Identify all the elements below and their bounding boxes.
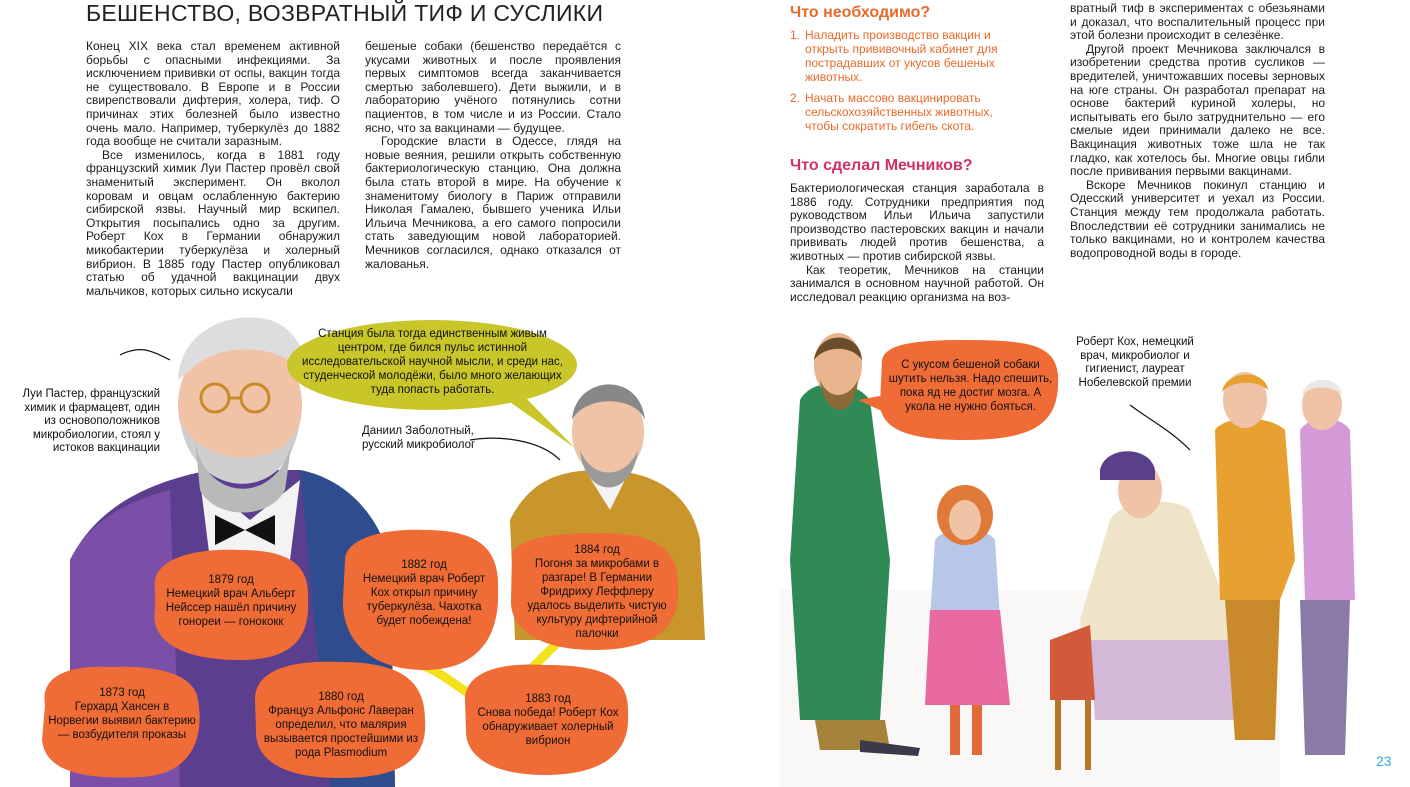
need-list [790, 28, 1020, 140]
timeline-item-1882 [352, 558, 496, 628]
page-title: БЕШЕНСТВО, ВОЗВРАТНЫЙ ТИФ И СУСЛИКИ [86, 0, 604, 26]
timeline-year: 1884 год [574, 544, 620, 556]
timeline-item-1879 [160, 573, 302, 629]
text-column-1 [86, 40, 340, 298]
koch-caption: Роберт Кох, немецкий врач, микробиолог и гигиенист, лауреат Нобелевской премии [1076, 336, 1194, 389]
text-column-2 [365, 40, 621, 271]
timeline-item-1883 [470, 692, 626, 748]
list-text: Начать массово вакцинировать сельскохозяйственных животных, чтобы сократить гибель скота. [805, 91, 993, 133]
paragraph: Городские власти в Одессе, глядя на новые веяния, решили открыть собственную бактериологическую станцию. Она должна была стать второй в мире. На обучение к знаменитому биологу в Париж отправили Николая Гамалею, бывшего ученика Ильи Ильича Мечникова, а его самого попросили стать заведующим новой лабораторией. Мечников согласился, однако отказался от жалованья. [365, 134, 621, 271]
koch-pointer [1130, 405, 1190, 450]
page-number: 23 [1376, 753, 1392, 769]
zabolotny-quote: Станция была тогда единственным живым центром, где бился пульс истинной исследовательской научной мысли, и среди нас, студенческой молодёжи, было много желающих туда попасть работать. [302, 328, 563, 396]
timeline-item-1884 [518, 543, 676, 641]
paragraph: вратный тиф в экспериментах с обезьянами и доказал, что воспалительный процесс при этой болезни происходит в селезёнке. [1070, 1, 1325, 43]
pasteur-pointer [120, 350, 170, 360]
timeline-year: 1873 год [99, 687, 145, 699]
paragraph: Бактериологическая станция заработала в 1886 году. Сотрудники предприятия под руководством Ильи Ильича запустили производство пастеровских вакцин и начали прививать людей против бешенства, а животных — против сибирской язвы. [790, 181, 1044, 263]
list-number: 1. [790, 28, 801, 42]
timeline-text: Герхард Хансен в Норвегии выявил бактерию — возбудителя проказы [48, 701, 196, 741]
mechnikov-scene [780, 333, 1355, 787]
need-heading: Что необходимо? [790, 4, 931, 21]
timeline-text: Француз Альфонс Лаверан определил, что малярия вызывается простейшими из рода Plasmodium [263, 705, 419, 759]
list-item [790, 91, 1020, 133]
timeline-year: 1883 год [525, 693, 571, 705]
paragraph: Все изменилось, когда в 1881 году французский химик Луи Пастер провёл свой знаменитый эксперимент. Он вколол коровам и овцам ослабленную бактерию сибирской язвы. Научный мир вскипел. Открытия посыпались одно за другим. Роберт Кох в Германии обнаружил микобактерии туберкулёза и холерный вибрион. В 1885 году Пастер опубликовал статью об удачной вакцинации двух мальчиков, которых сильно искусали [86, 147, 340, 298]
paragraph: Другой проект Мечникова заключался в изобретении средства против сусликов — вредителей, уничтожавших посевы зерновых на юге страны. Он разработал препарат на основе бактерий куриной холеры, но испытывать его было затруднительно — его смелые идеи принимали далеко не все. Вакцинация животных тоже шла не так гладко, как хотелось бы. Многие овцы гибли после прививания первыми вакцинами. [1070, 41, 1325, 179]
timeline-item-1873 [48, 686, 196, 742]
timeline-text: Немецкий врач Роберт Кох открыл причину туберкулёза. Чахотка будет побеждена! [362, 573, 486, 627]
zabolotny-caption: Даниил Заболотный, русский микробиолог [362, 425, 476, 451]
timeline-text: Немецкий врач Альберт Нейссер нашёл причину гонореи — гонококк [165, 588, 297, 628]
timeline-item-1880 [260, 690, 422, 760]
list-text: Наладить производство вакцин и открыть прививочный кабинет для пострадавших от укусов бешеных животных. [805, 28, 998, 84]
paragraph: Вскоре Мечников покинул станцию и Одесский университет и уехал из России. Станция между тем продолжала работать. Впоследствии её сотрудники занимались не только вакцинами, но и контролем качества водопроводной воды в городе. [1070, 177, 1325, 260]
paragraph: бешеные собаки (бешенство передаётся с укусами животных и после проявления первых симптомов всегда заканчивается смертью заболевшего). Дети выжили, и в лабораторию учёного потянулись сотни пациентов, в том числе и из России. Стало ясно, что за вакцинами — будущее. [365, 39, 621, 135]
paragraph: Как теоретик, Мечников на станции занимался в основном научной работой. Он исследовал реакцию организма на воз- [790, 262, 1044, 304]
timeline-text: Снова победа! Роберт Кох обнаруживает холерный вибрион [477, 707, 619, 747]
timeline-text: Погоня за микробами в разгаре! В Германии Фридриху Леффлеру удалось выделить чистую культуру дифтерийной палочки [527, 558, 667, 640]
did-heading: Что сделал Мечников? [790, 157, 973, 174]
timeline-year: 1879 год [208, 574, 254, 586]
timeline-year: 1880 год [318, 691, 364, 703]
list-number: 2. [790, 91, 801, 105]
paragraph: Конец XIX века стал временем активной борьбы с опасными инфекциями. За исключением прививки от оспы, вакцин тогда не существовало. В Европе и в России свирепствовали дифтерия, холера, тиф. О причинах этих болезней было известно очень мало. Например, туберкулёз до 1882 года вообще не считали заразным. [86, 39, 340, 149]
text-column-4 [1070, 2, 1325, 260]
timeline-year: 1882 год [401, 559, 447, 571]
text-column-3 [790, 182, 1044, 304]
list-item [790, 28, 1020, 84]
pasteur-caption: Луи Пастер, французский химик и фармацевт, один из основоположников микробиологии, стоял у истоков вакцинации [22, 388, 160, 454]
mechnikov-quote: С укусом бешеной собаки шутить нельзя. Надо спешить, пока яд не достиг мозга. А укола не нужно бояться. [888, 359, 1053, 413]
